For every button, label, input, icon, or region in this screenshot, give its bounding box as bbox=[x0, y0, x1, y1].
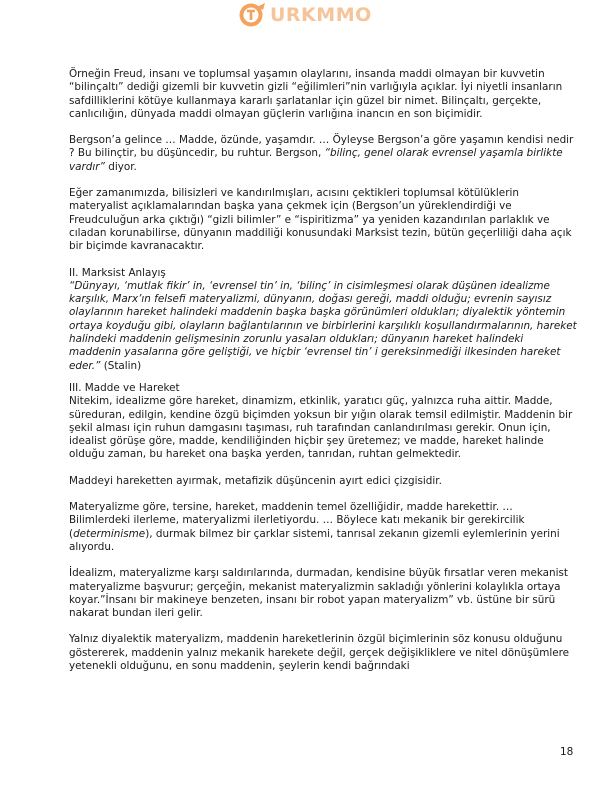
bergson-text: Bergson’a gelince … Madde, özünde, yaşamdır. … Öyleyse Bergson’a göre yaşamın kendisi nedir ? Bu bilinçtir, bu düşüncedir, bu ruhtur. Bergson, bbox=[69, 134, 574, 160]
section-heading-marxist: II. Marksist Anlayış bbox=[69, 266, 166, 279]
bergson-end: diyor. bbox=[104, 160, 137, 173]
paragraph-freud: Örneğin Freud, insanı ve toplumsal yaşamın olaylarını, insanda maddi olmayan bir kuvvetin “bilinçaltı” dediği gizemli bir kuvvetin gizli “eğilimleri”nin varlığıyla açıklar. İyi niyetli insanların safdilliklerini kötüye kullanmaya kararlı şarlatanlar için güzel bir nimet. Bilinçaltı, gerçekte, canlıcılığın, dünyada maddi olmayan güçlerin varlığına inancın en son biçimidir. bbox=[69, 68, 563, 120]
document-body bbox=[69, 68, 577, 673]
tkp-logo-mark-icon bbox=[238, 2, 268, 28]
paragraph-metaphysics: Maddeyi hareketten ayırmak, metafizik düşüncenin ayırt edici çizgisidir. bbox=[69, 474, 442, 487]
materialism-text-a: Materyalizme göre, tersine, hareket, maddenin temel özelliğidir, madde harekettir. … Bilimlerdeki ilerleme, materyalizmi ilerletiyordu. … Böylece katı mekanik bir gerekircilik ( bbox=[69, 501, 525, 540]
stalin-quote: “Dünyayı, ‘mutlak fikir’ in, ‘evrensel tin’ in, ‘bilinç’ in cisimleşmesi olarak düşünen idealizme karşılık, Marx’ın felsefi materyalizmi, dünyanın, doğası gereği, maddi olduğu; evrenin sayısız olaylarının hareket halindeki maddenin başka başka görünümleri oldukları; diyalektik yöntemin ortaya koyduğu gibi, olayların bağlantılarının ve birbirlerini karşılıklı koşullandırmalarının, hareket halindeki maddenin gelişmesinin zorunlu yasaları oldukları; dünyanın hareket halindeki maddenin yasalarına göre geliştiği, ve hiçbir ‘evrensel tin’ i gereksinmediği ilkesinden hareket eder.” bbox=[69, 279, 577, 372]
bergson-quote: “bilinç, genel olarak evrensel yaşamla birlikte vardır” bbox=[69, 147, 563, 173]
paragraph-bergson bbox=[69, 134, 577, 174]
section-heading-matter-motion: III. Madde ve Hareket bbox=[69, 381, 180, 394]
header-logo bbox=[238, 2, 372, 28]
paragraph-materialism-motion bbox=[69, 501, 577, 554]
quote-source: (Stalin) bbox=[100, 359, 142, 372]
paragraph-idealism-motion: Nitekim, idealizme göre hareket, dinamizm, etkinlik, yaratıcı güç, yalnızca ruha aittir. Madde, süreduran, edilgin, kendine özgü biçimden yoksun bir yığın olarak temsil edilmiştir. Maddenin bir şekil alması için ruhun damgasını taşıması, ruh tarafından canlandırılması gerekir. Onun için, idealist görüşe göre, madde, kendiliğinden hiçbir şey üretemez; ve madde, hareket halinde olduğu zaman, bu hareket ona başka yerden, tanrıdan, ruhtan gelmektedir. bbox=[69, 395, 573, 461]
materialism-text-b: ), durmak bilmez bir çarklar sistemi, tanrısal zekanın gizemli eylemlerinin yerini alıyordu. bbox=[69, 527, 560, 553]
page-number: 18 bbox=[560, 746, 574, 758]
brand-text: URKMMO bbox=[270, 4, 372, 26]
paragraph-occult: Eğer zamanımızda, bilisizleri ve kandırılmışları, acısını çektikleri toplumsal kötülüklerin materyalist açıklamalarından başka yana çekmek için (Bergson’un yüreklendirdiği ve Freudculuğun arka çıktığı) “gizli bilimler” e “ispiritizma” ya yeniden kazandırılan parlaklık ve cıladan korunabilirse, dünyanın maddiliği konusundaki Marksist tezin, bütün geçerliliği daha açık bir biçimde kavranacaktır. bbox=[69, 187, 572, 253]
determinisme-term: determinisme bbox=[73, 527, 146, 540]
paragraph-mechanist: İdealizm, materyalizme karşı saldırılarında, durmadan, kendisine büyük fırsatlar veren mekanist materyalizme başvurur; gerçeğin, mekanist materyalizmin sakladığı yönlerini kolaylıkla ortaya koyar.”İnsanı bir makineye benzeten, insanı bir robot yapan materyalizm” vb. üstüne bir sürü nakarat bundan ileri gelir. bbox=[69, 567, 568, 620]
paragraph-dialectical: Yalnız diyalektik materyalizm, maddenin hareketlerinin özgül biçimlerinin söz konusu olduğunu göstererek, maddenin yalnız mekanik harekete değil, gerçek değişikliklere ve nitel dönüşümlere yetenekli olduğunu, en sonu maddenin, şeylerin kendi bağrındaki bbox=[69, 633, 570, 672]
stalin-quote-paragraph bbox=[69, 280, 577, 373]
